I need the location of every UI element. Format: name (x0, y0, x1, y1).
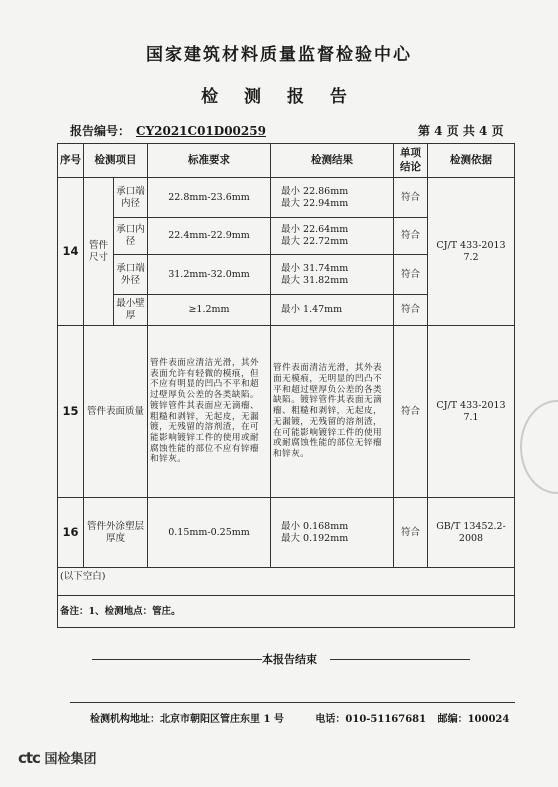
header-basis: 检测依据 (428, 144, 515, 178)
conclusion-cell: 符合 (394, 295, 428, 326)
requirement-cell: 31.2mm-32.0mm (148, 255, 271, 295)
group-logo (18, 748, 97, 767)
footer-phone: 电话：010-51167681 (315, 714, 427, 725)
end-of-report: 本报告结束 (262, 653, 317, 666)
sub-item-cell: 最小壁厚 (114, 295, 148, 326)
row-number: 14 (58, 178, 84, 326)
blank-note-row (58, 568, 515, 596)
page-info: 第 4 页 共 4 页 (418, 124, 504, 138)
basis-cell: GB/T 13452.2-2008 (428, 498, 515, 568)
conclusion-cell: 符合 (394, 498, 428, 568)
result-cell: 最小 22.86mm 最大 22.94mm (271, 178, 394, 218)
conclusion-cell: 符合 (394, 255, 428, 295)
divider-left (92, 659, 262, 660)
footer (90, 710, 517, 725)
report-title: 检 测 报 告 (201, 87, 357, 107)
item-cell: 管件外涂塑层厚度 (84, 498, 148, 568)
requirement-cell: 0.15mm-0.25mm (148, 498, 271, 568)
sub-item-cell: 承口内径 (114, 218, 148, 255)
header-conclusion: 单项结论 (394, 144, 428, 178)
basis-cell: CJ/T 433-2013 7.2 (428, 178, 515, 326)
footer-postcode: 邮编：100024 (437, 714, 510, 725)
divider-right (330, 659, 470, 660)
report-number (70, 122, 266, 139)
item-cell: 管件尺寸 (84, 178, 114, 326)
organization-title: 国家建筑材料质量监督检验中心 (146, 45, 412, 65)
header-requirement: 标准要求 (148, 144, 271, 178)
conclusion-cell: 符合 (394, 218, 428, 255)
sub-item-cell: 承口端内径 (114, 178, 148, 218)
row-number: 16 (58, 498, 84, 568)
requirement-cell: 管件表面应清洁光滑，其外表面允许有轻微的模痕，但不应有明显的凹凸不平和超过壁厚负公差的各类缺陷。镀锌管件其表面应无滴瘤、粗糙和剥锌，无起皮，无漏镀，无残留的溶剂渣，在可能影响镀锌工件的使用或耐腐蚀性能的部位不应有锌瘤和锌灰。 (148, 326, 271, 498)
item-cell: 管件表面质量 (84, 326, 148, 498)
remarks-row (58, 596, 515, 628)
seal-mark-icon (520, 400, 558, 494)
conclusion-cell: 符合 (394, 326, 428, 498)
requirement-cell: 22.4mm-22.9mm (148, 218, 271, 255)
footer-address: 检测机构地址：北京市朝阳区管庄东里 1 号 (90, 714, 284, 725)
row-number: 15 (58, 326, 84, 498)
footer-divider (70, 702, 515, 703)
table-row (58, 326, 515, 498)
result-cell: 最小 22.64mm 最大 22.72mm (271, 218, 394, 255)
remarks: 备注：1、检测地点：管庄。 (58, 596, 515, 628)
logo-text: 国检集团 (44, 752, 97, 767)
header-item: 检测项目 (84, 144, 148, 178)
basis-cell: CJ/T 433-2013 7.1 (428, 326, 515, 498)
blank-note: (以下空白) (58, 568, 515, 596)
header-no: 序号 (58, 144, 84, 178)
report-number-value: CY2021C01D00259 (136, 124, 266, 138)
table-row (58, 498, 515, 568)
requirement-cell: 22.8mm-23.6mm (148, 178, 271, 218)
result-cell: 最小 0.168mm 最大 0.192mm (271, 498, 394, 568)
result-cell: 最小 31.74mm 最大 31.82mm (271, 255, 394, 295)
table-row (58, 178, 515, 218)
report-number-label: 报告编号： (70, 124, 131, 138)
conclusion-cell: 符合 (394, 178, 428, 218)
sub-item-cell: 承口端外径 (114, 255, 148, 295)
table-header-row (58, 144, 515, 178)
test-results-table (57, 143, 515, 628)
result-cell: 管件表面清洁光滑，其外表面无模痕，无明显的凹凸不平和超过壁厚负公差的各类缺陷。镀锌管件其表面无滴瘤、粗糙和剥锌，无起皮，无漏镀，无残留的溶剂渣，在可能影响镀锌工件的使用或耐腐蚀性能的部位无锌瘤和锌灰。 (271, 326, 394, 498)
logo-mark-icon: ctc (18, 749, 40, 767)
header-result: 检测结果 (271, 144, 394, 178)
requirement-cell: ≥1.2mm (148, 295, 271, 326)
result-cell: 最小 1.47mm (271, 295, 394, 326)
